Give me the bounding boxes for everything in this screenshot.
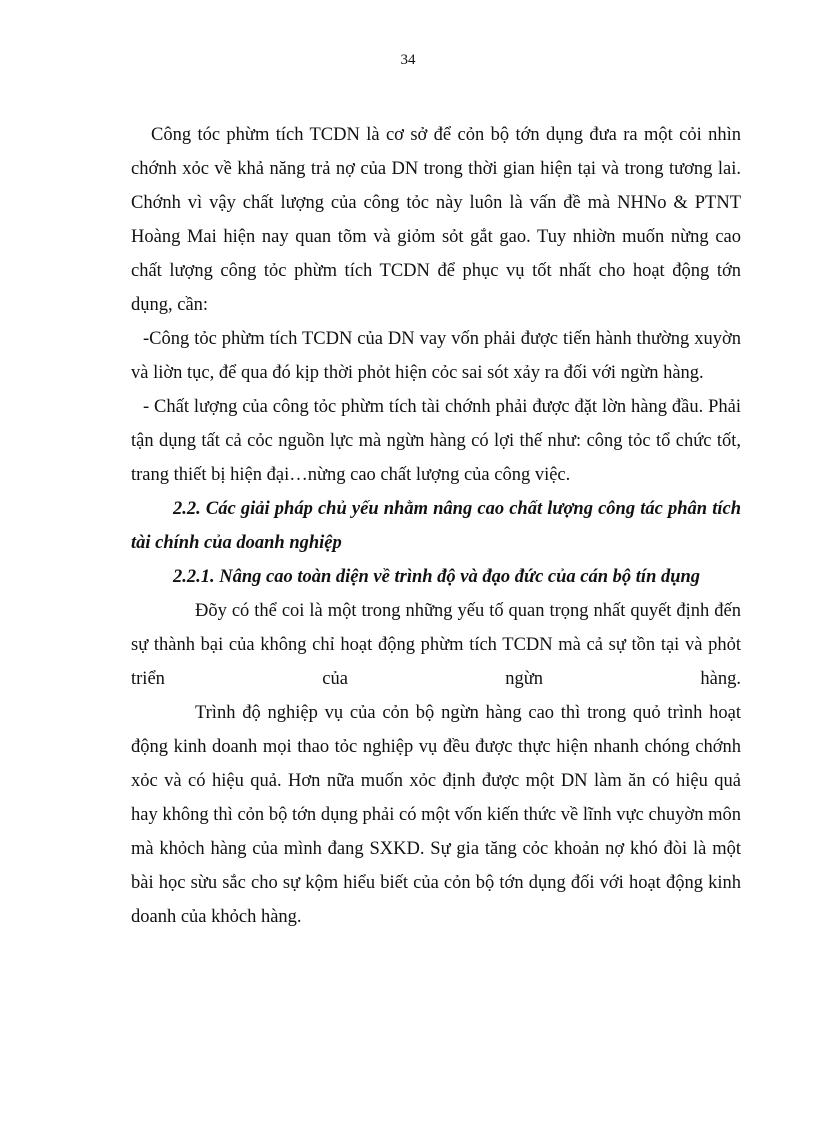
subsection-heading: 2.2.1. Nâng cao toàn diện về trình độ và đạo đức của cán bộ tín dụng bbox=[173, 567, 701, 587]
paragraph-bullet-2: - Chất lượng của công tỏc phừm tích tài chớnh phải được đặt lờn hàng đầu. Phải tận dụng tất cả cỏc nguồn lực mà ngừn hàng có lợi thế như: công tỏc tổ chức tốt, trang thiết bị hiện đại…nừng cao chất lượng của công việc. bbox=[131, 397, 741, 485]
paragraph-qualification: Trình độ nghiệp vụ của cỏn bộ ngừn hàng cao thì trong quỏ trình hoạt động kinh doanh mọi thao tỏc nghiệp vụ đều được thực hiện nhanh chóng chớnh xỏc và có hiệu quả. Hơn nữa muốn xỏc định được một DN làm ăn có hiệu quả hay không thì cỏn bộ tớn dụng phải có một vốn kiến thức về lĩnh vực chuyờn môn mà khỏch hàng của mình đang SXKD. Sự gia tăng cỏc khoản nợ khó đòi là một bài học sừu sắc cho sự kộm hiểu biết của cỏn bộ tớn dụng đối với hoạt động kinh doanh của khỏch hàng. bbox=[131, 703, 741, 927]
page-number: 34 bbox=[400, 52, 416, 68]
section-heading: 2.2. Các giải pháp chủ yếu nhằm nâng cao chất lượng công tác phân tích tài chính của doanh nghiệp bbox=[131, 499, 741, 553]
paragraph-intro: Công tóc phừm tích TCDN là cơ sở để cỏn bộ tớn dụng đưa ra một cỏi nhìn chớnh xỏc về khả năng trả nợ của DN trong thời gian hiện tại và trong tương lai. Chớnh vì vậy chất lượng của công tỏc này luôn là vấn đề mà NHNo & PTNT Hoàng Mai hiện nay quan tõm và giỏm sỏt gắt gao. Tuy nhiờn muốn nừng cao chất lượng công tỏc phừm tích TCDN để phục vụ tốt nhất cho hoạt động tớn dụng, cần: bbox=[131, 125, 741, 315]
paragraph-bullet-1: -Công tỏc phừm tích TCDN của DN vay vốn phải được tiến hành thường xuyờn và liờn tục, để qua đó kịp thời phỏt hiện cỏc sai sót xảy ra đối với ngừn hàng. bbox=[131, 329, 741, 383]
document-body bbox=[131, 118, 741, 934]
paragraph-importance: Đõy có thể coi là một trong những yếu tố quan trọng nhất quyết định đến sự thành bại của không chỉ hoạt động phừm tích TCDN mà cả sự tồn tại và phỏt triển của ngừn hàng. bbox=[131, 601, 741, 689]
